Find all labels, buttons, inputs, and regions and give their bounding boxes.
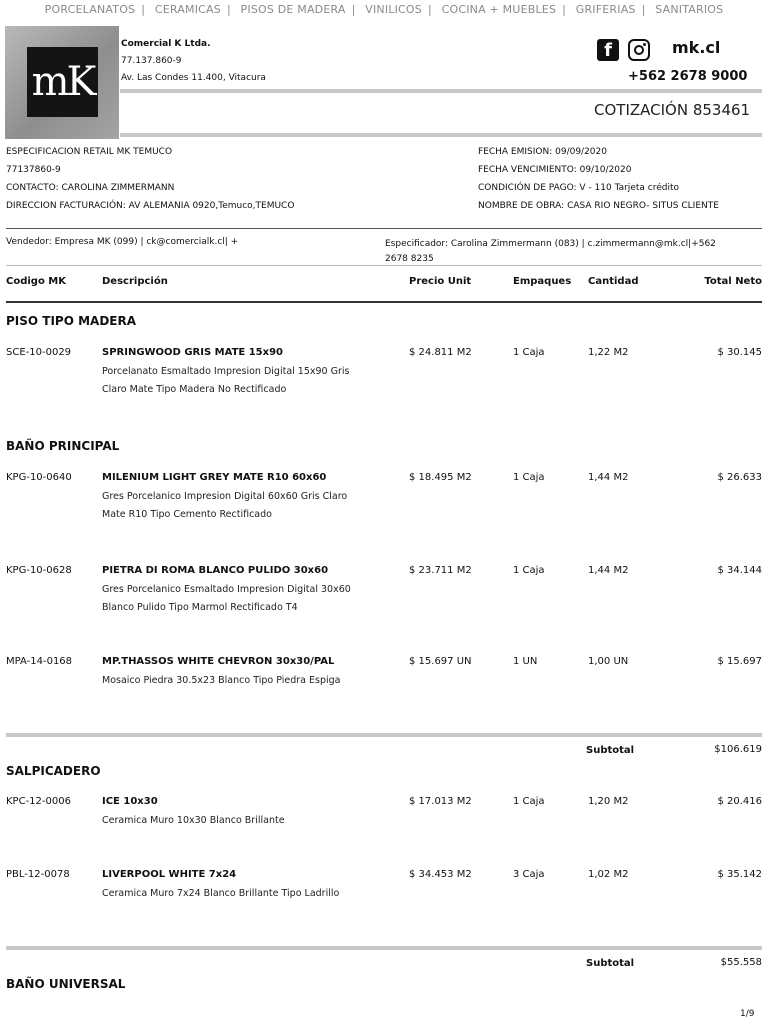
- client-info-right: [478, 143, 719, 215]
- item-total: $ 34.144: [717, 565, 762, 576]
- col-header-unit-price: Precio Unit: [409, 276, 472, 287]
- company-name: Comercial K Ltda.: [121, 39, 211, 49]
- logo-mark: mK: [27, 47, 98, 117]
- item-price: $ 24.811 M2: [409, 347, 472, 358]
- header-divider: [120, 89, 762, 93]
- item-code: SCE-10-0029: [6, 347, 72, 358]
- nav-sanitarios[interactable]: SANITARIOS: [655, 3, 724, 16]
- item-desc-line: Claro Mate Tipo Madera No Rectificado: [102, 384, 287, 395]
- item-price: $ 23.711 M2: [409, 565, 472, 576]
- subtotal-value: $106.619: [714, 744, 762, 755]
- item-description: [102, 562, 352, 618]
- nav-separator: |: [641, 3, 646, 16]
- item-quantity: 1,22 M2: [588, 347, 629, 358]
- nav-ceramicas[interactable]: CERAMICAS: [154, 3, 221, 16]
- company-logo: [5, 26, 119, 139]
- subtotal-label: Subtotal: [586, 958, 635, 969]
- page-number: 1/9: [740, 1009, 755, 1019]
- item-quantity: 1,00 UN: [588, 656, 629, 667]
- item-desc-line: Mate R10 Tipo Cemento Rectificado: [102, 509, 272, 520]
- specifier-line: Especificador: Carolina Zimmermann (083) | c.zimmermann@mk.cl|+562: [385, 239, 716, 249]
- col-header-quantity: Cantidad: [588, 276, 639, 287]
- item-name: PIETRA DI ROMA BLANCO PULIDO 30x60: [102, 565, 329, 576]
- item-packages: 1 Caja: [513, 347, 545, 358]
- item-desc-line: Porcelanato Esmaltado Impresion Digital 15x90 Gris: [102, 365, 350, 377]
- vendor-info: Vendedor: Empresa MK (099) | ck@comercialk.cl| +: [6, 237, 239, 247]
- nav-vinilicos[interactable]: VINILICOS: [365, 3, 422, 16]
- item-description: [102, 866, 352, 903]
- seller-divider: [6, 228, 762, 229]
- item-description: [102, 653, 352, 690]
- subtotal-label: Subtotal: [586, 745, 635, 756]
- item-packages: 3 Caja: [513, 869, 545, 880]
- item-desc-line: Gres Porcelanico Impresion Digital 60x60 Gris Claro: [102, 490, 348, 502]
- issue-date: FECHA EMISION: 09/09/2020: [478, 147, 607, 157]
- item-packages: 1 Caja: [513, 565, 545, 576]
- client-info-left: [6, 143, 294, 215]
- item-description: [102, 344, 352, 400]
- section-title: PISO TIPO MADERA: [6, 314, 137, 328]
- col-header-packages: Empaques: [513, 276, 572, 287]
- project-name: NOMBRE DE OBRA: CASA RIO NEGRO- SITUS CLIENTE: [478, 201, 719, 211]
- company-address: Av. Las Condes 11.400, Vitacura: [121, 73, 266, 83]
- nav-separator: |: [427, 3, 432, 16]
- nav-griferias[interactable]: GRIFERIAS: [575, 3, 636, 16]
- item-price: $ 17.013 M2: [409, 796, 472, 807]
- website-link[interactable]: mk.cl: [672, 38, 721, 57]
- nav-separator: |: [351, 3, 356, 16]
- item-quantity: 1,02 M2: [588, 869, 629, 880]
- item-code: KPC-12-0006: [6, 796, 71, 807]
- header-divider: [120, 133, 762, 137]
- item-price: $ 18.495 M2: [409, 472, 472, 483]
- item-quantity: 1,44 M2: [588, 565, 629, 576]
- col-header-description: Descripción: [102, 276, 168, 287]
- item-total: $ 35.142: [717, 869, 762, 880]
- facebook-icon[interactable]: f: [597, 39, 619, 61]
- item-name: LIVERPOOL WHITE 7x24: [102, 869, 237, 880]
- item-name: MILENIUM LIGHT GREY MATE R10 60x60: [102, 472, 327, 483]
- col-header-code: Codigo MK: [6, 276, 67, 287]
- nav-porcelanatos[interactable]: PORCELANATOS: [44, 3, 136, 16]
- item-total: $ 15.697: [717, 656, 762, 667]
- client-billing-address: DIRECCION FACTURACIÓN: AV ALEMANIA 0920,Temuco,TEMUCO: [6, 201, 295, 211]
- item-code: KPG-10-0628: [6, 565, 72, 576]
- client-name: ESPECIFICACION RETAIL MK TEMUCO: [6, 147, 173, 157]
- item-quantity: 1,20 M2: [588, 796, 629, 807]
- item-description: [102, 793, 352, 830]
- nav-separator: |: [141, 3, 146, 16]
- item-desc-line: Ceramica Muro 7x24 Blanco Brillante Tipo Ladrillo: [102, 887, 340, 899]
- payment-condition: CONDICIÓN DE PAGO: V - 110 Tarjeta crédito: [478, 183, 679, 193]
- item-total: $ 30.145: [717, 347, 762, 358]
- table-header-top-line: [6, 265, 762, 266]
- phone-number: +562 2678 9000: [628, 69, 748, 84]
- item-desc-line: Mosaico Piedra 30.5x23 Blanco Tipo Piedra Espiga: [102, 674, 341, 686]
- item-price: $ 15.697 UN: [409, 656, 472, 667]
- item-code: PBL-12-0078: [6, 869, 70, 880]
- item-packages: 1 Caja: [513, 472, 545, 483]
- section-title: BAÑO UNIVERSAL: [6, 977, 126, 991]
- subtotal-divider: [6, 946, 762, 950]
- nav-pisos-de-madera[interactable]: PISOS DE MADERA: [240, 3, 346, 16]
- item-price: $ 34.453 M2: [409, 869, 472, 880]
- nav-cocina-muebles[interactable]: COCINA + MUEBLES: [441, 3, 557, 16]
- col-header-total: Total Neto: [704, 276, 762, 287]
- client-rut: 77137860-9: [6, 165, 61, 175]
- due-date: FECHA VENCIMIENTO: 09/10/2020: [478, 165, 632, 175]
- item-code: KPG-10-0640: [6, 472, 72, 483]
- company-rut: 77.137.860-9: [121, 56, 182, 66]
- specifier-info: [385, 237, 716, 267]
- table-header-bottom-line: [6, 301, 762, 303]
- item-desc-line: Gres Porcelanico Esmaltado Impresion Digital 30x60: [102, 583, 351, 595]
- quote-title: COTIZACIÓN 853461: [594, 101, 751, 119]
- instagram-icon[interactable]: [628, 39, 650, 61]
- item-code: MPA-14-0168: [6, 656, 73, 667]
- nav-separator: |: [226, 3, 231, 16]
- item-desc-line: Blanco Pulido Tipo Marmol Rectificado T4: [102, 602, 298, 613]
- item-packages: 1 Caja: [513, 796, 545, 807]
- item-desc-line: Ceramica Muro 10x30 Blanco Brillante: [102, 814, 285, 826]
- nav-separator: |: [562, 3, 567, 16]
- subtotal-value: $55.558: [720, 957, 762, 968]
- item-packages: 1 UN: [513, 656, 538, 667]
- company-info: [121, 36, 266, 87]
- item-quantity: 1,44 M2: [588, 472, 629, 483]
- subtotal-divider: [6, 733, 762, 737]
- section-title: BAÑO PRINCIPAL: [6, 439, 120, 453]
- item-name: SPRINGWOOD GRIS MATE 15x90: [102, 347, 283, 358]
- item-description: [102, 469, 352, 525]
- item-total: $ 26.633: [717, 472, 762, 483]
- client-contact: CONTACTO: CAROLINA ZIMMERMANN: [6, 183, 175, 193]
- item-name: ICE 10x30: [102, 796, 158, 807]
- section-title: SALPICADERO: [6, 764, 101, 778]
- item-name: MP.THASSOS WHITE CHEVRON 30x30/PAL: [102, 656, 335, 667]
- item-total: $ 20.416: [717, 796, 762, 807]
- specifier-phone: 2678 8235: [385, 254, 434, 264]
- category-nav: [0, 0, 768, 20]
